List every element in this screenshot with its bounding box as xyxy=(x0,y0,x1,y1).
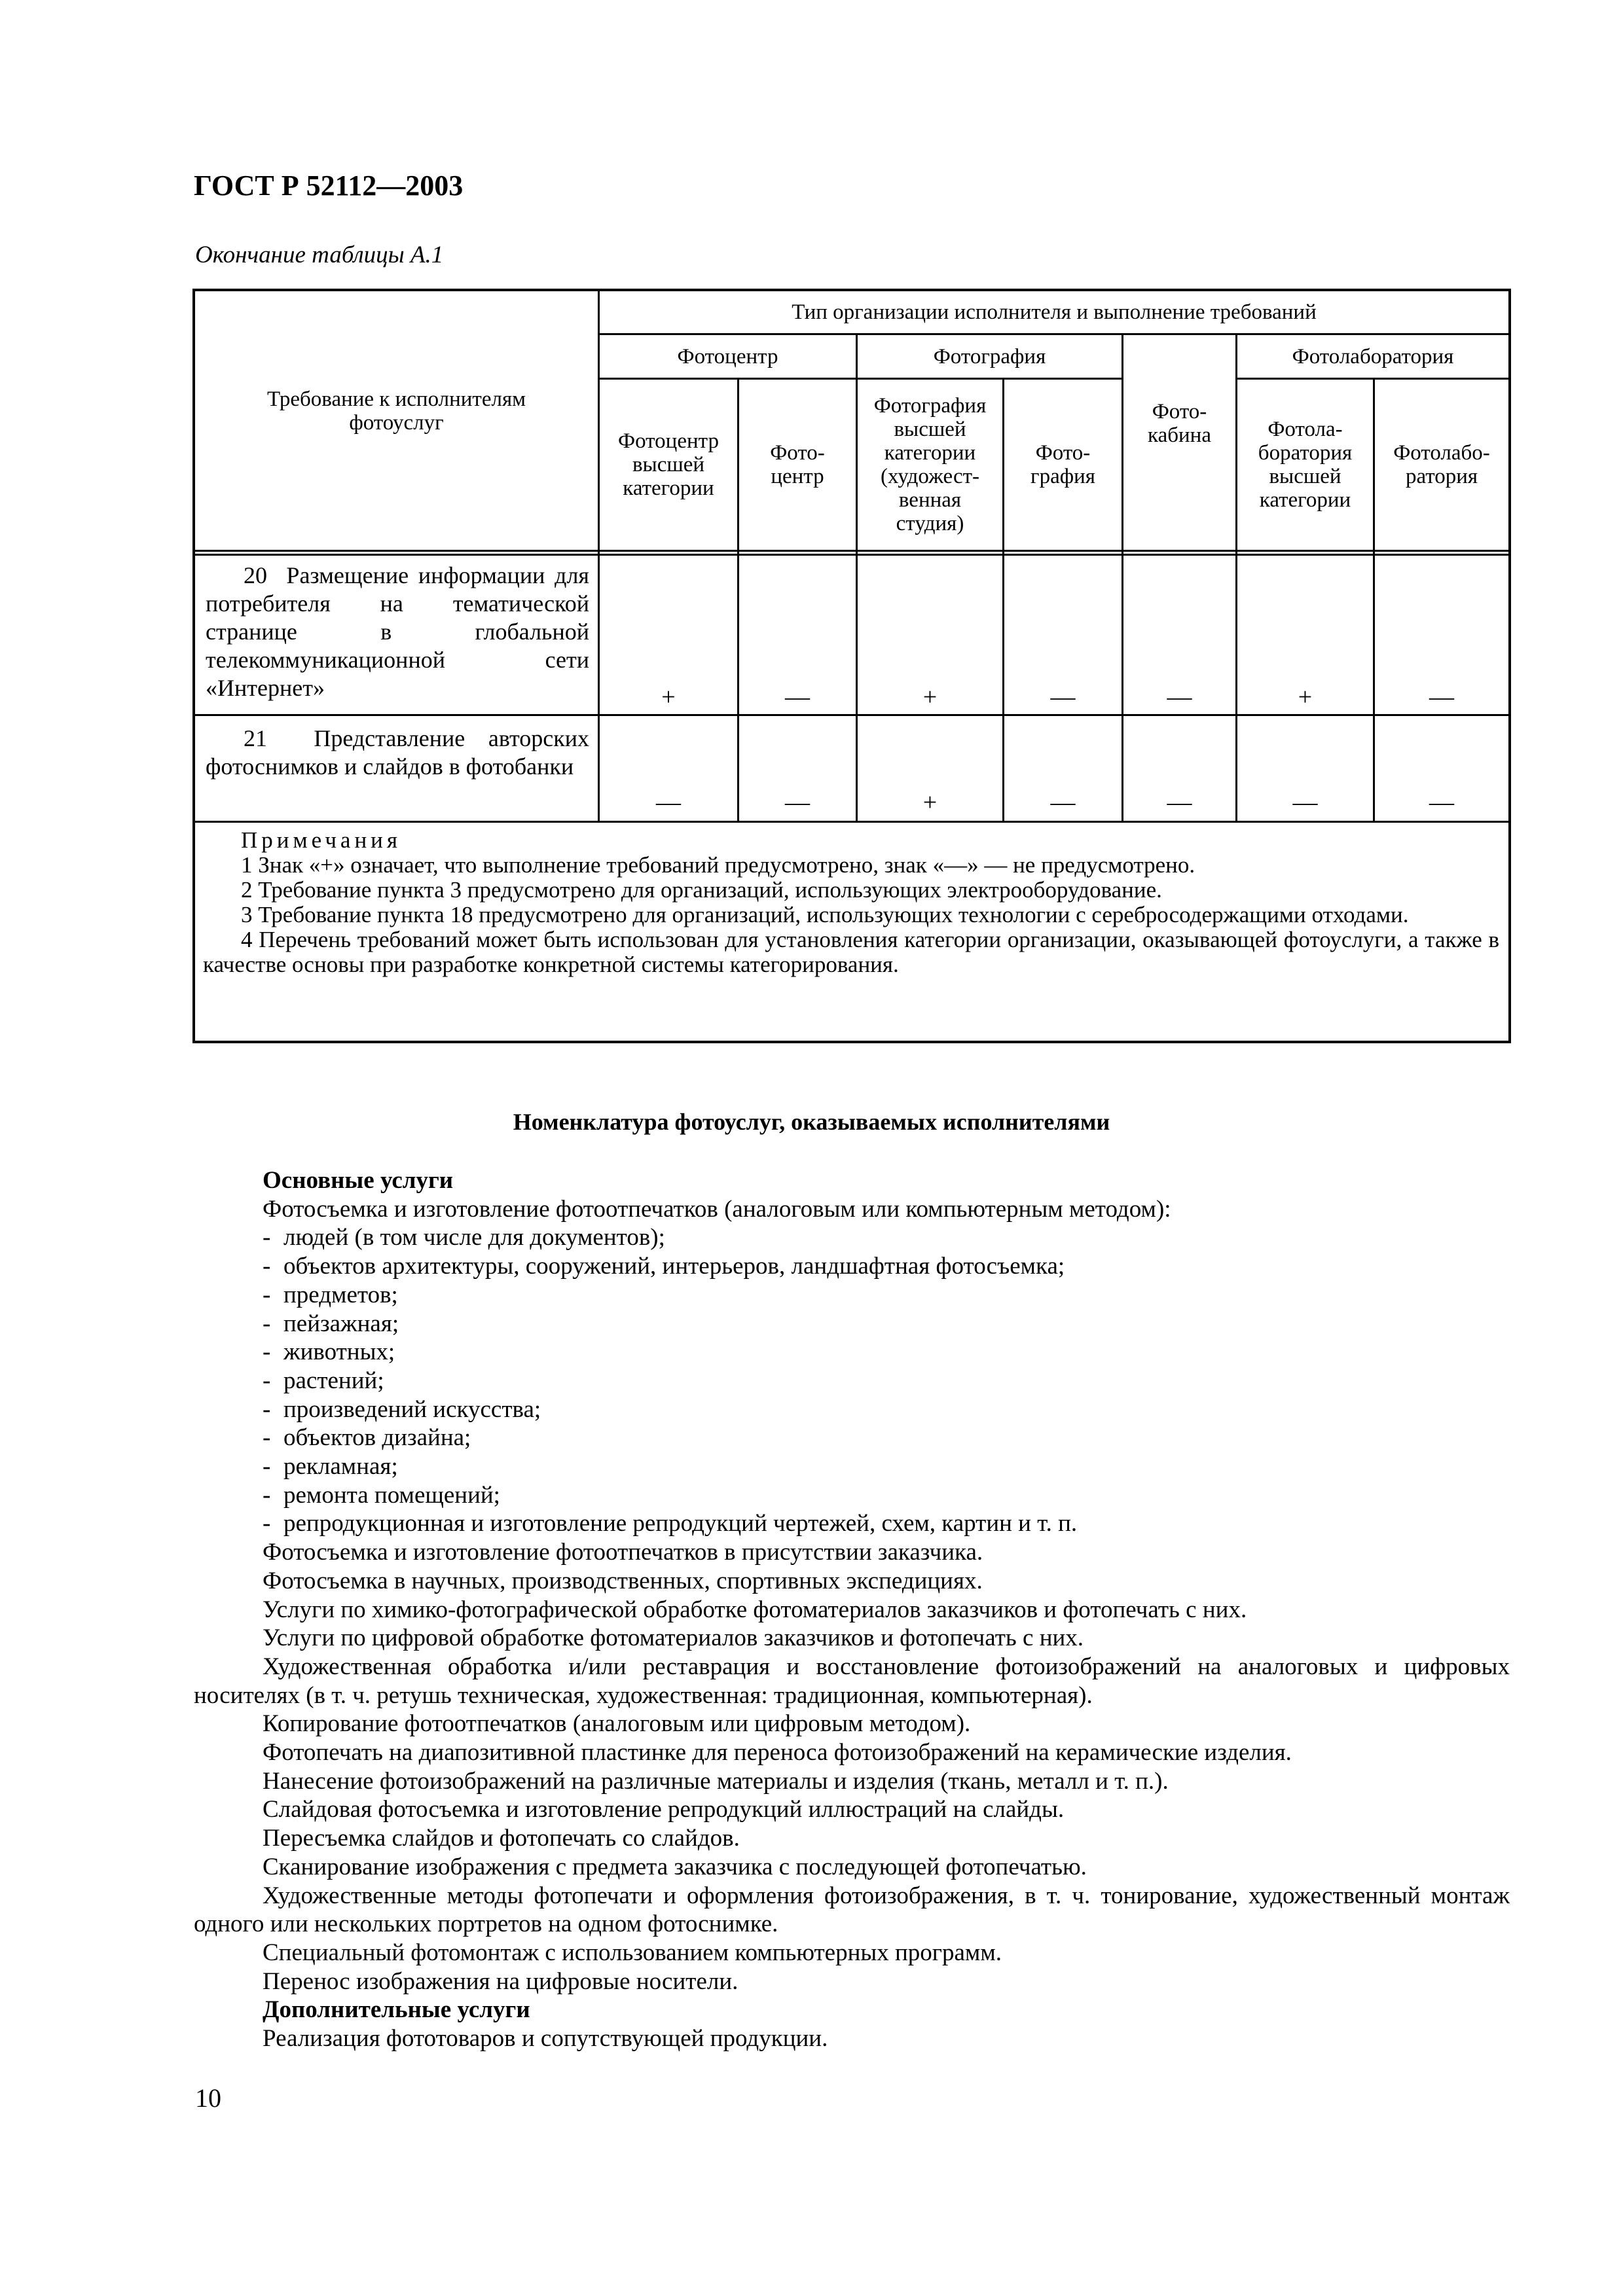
column-header-label: Фотоцентр высшей категории xyxy=(618,429,719,500)
table-border-right xyxy=(1508,289,1511,1043)
service-item: Нанесение фотоизображений на различные материалы и изделия (ткань, металл и т. п.). xyxy=(263,1767,1169,1795)
notes-title: Примечания xyxy=(241,827,402,853)
column-header xyxy=(1123,335,1235,512)
table-cell-mark: — xyxy=(1167,789,1192,816)
document-id: ГОСТ Р 52112—2003 xyxy=(194,170,464,202)
service-item: Художественные методы фотопечати и оформления фотоизображения, в т. ч. тонирование, художественный монтаж одного или нескольких портретов на одном фотоснимке. xyxy=(194,1882,1510,1938)
dash-list-item: - рекламная; xyxy=(263,1453,398,1480)
additional-service-item: Реализация фототоваров и сопутствующей продукции. xyxy=(263,2025,828,2053)
table-cell-mark: + xyxy=(661,683,676,711)
dash-item-text: пейзажная; xyxy=(283,1310,399,1337)
page-number: 10 xyxy=(195,2083,221,2113)
requirement-number: 20 xyxy=(244,562,267,588)
row-20-bottom-line xyxy=(192,714,1511,716)
service-item: Перенос изображения на цифровые носители. xyxy=(263,1967,739,1995)
table-cell-mark: — xyxy=(785,683,810,711)
table-cell-mark: — xyxy=(1050,789,1076,816)
dash-list-item: - пейзажная; xyxy=(263,1310,399,1337)
table-border-bottom xyxy=(192,1041,1511,1043)
table-notes xyxy=(203,828,1499,977)
service-item: Копирование фотоотпечатков (аналоговым или цифровым методом). xyxy=(263,1710,971,1738)
table-cell-mark: — xyxy=(1429,789,1454,816)
service-item: Сканирование изображения с предмета заказчика с последующей фотопечатью. xyxy=(263,1853,1087,1880)
nomenclature-title: Номенклатура фотоуслуг, оказываемых исполнителями xyxy=(513,1109,1110,1135)
group-fotolaboratoriya-label: Фотолаборатория xyxy=(1292,344,1454,368)
table-row-requirement xyxy=(206,725,589,781)
dash-list-item: - предметов; xyxy=(263,1281,398,1308)
nomenclature-body xyxy=(194,1166,1510,2053)
column-header xyxy=(1375,380,1508,550)
table-cell-mark: — xyxy=(1429,683,1454,711)
table-cell-mark: — xyxy=(1292,789,1318,816)
dash-list-item: - репродукционная и изготовление репродукций чертежей, схем, картин и т. п. xyxy=(263,1510,1078,1537)
requirement-text: Размещение информации для потребителя на тематической странице в глобальной телекоммуникационной сети «Интернет» xyxy=(206,562,589,701)
note-item: 1 Знак «+» означает, что выполнение требований предусмотрено, знак «—» — не предусмотрено. xyxy=(241,852,1195,878)
row-header-label: Требование к исполнителям фотоуслуг xyxy=(266,387,526,435)
column-header xyxy=(600,380,737,550)
group-fotografiya-label: Фотография xyxy=(933,344,1046,368)
header-double-line-1 xyxy=(192,550,1511,552)
table-cell-mark: — xyxy=(656,789,681,816)
column-header-label: Фото- центр xyxy=(770,441,825,488)
dash-item-text: ремонта помещений; xyxy=(283,1481,500,1509)
service-item: Фотосъемка и изготовление фотоотпечатков в присутствии заказчика. xyxy=(263,1539,983,1566)
table-caption: Окончание таблицы А.1 xyxy=(195,242,444,268)
requirement-text: Представление авторских фотоснимков и слайдов в фотобанки xyxy=(206,725,590,780)
dash-item-text: предметов; xyxy=(283,1281,398,1308)
column-header-label: Фотолабо- ратория xyxy=(1393,441,1490,488)
table-cell-mark: + xyxy=(922,683,938,711)
services-intro: Фотосъемка и изготовление фотоотпечатков (аналоговым или компьютерным методом): xyxy=(263,1195,1171,1223)
main-services-heading: Основные услуги xyxy=(263,1167,454,1194)
column-header-label: Фотола- боратория высшей категории xyxy=(1258,418,1353,512)
dash-item-text: объектов архитектуры, сооружений, интерьеров, ландшафтная фотосъемка; xyxy=(283,1253,1065,1280)
column-header-label: Фотография высшей категории (художест- венная студия) xyxy=(873,394,987,535)
dash-item-text: растений; xyxy=(283,1367,384,1394)
dash-item-text: произведений искусства; xyxy=(283,1395,541,1423)
service-item: Художественная обработка и/или реставрация и восстановление фотоизображений на аналоговых и цифровых носителях (в т. ч. ретушь техническая, художественная: традиционная, компьютерная). xyxy=(194,1653,1510,1709)
note-item: 3 Требование пункта 18 предусмотрено для организаций, использующих технологии с серебросодержащими отходами. xyxy=(241,902,1409,927)
service-item: Услуги по химико-фотографической обработке фотоматериалов заказчиков и фотопечать с них. xyxy=(263,1596,1247,1623)
note-item: 4 Перечень требований может быть использован для установления категории организации, оказывающей фотоуслуги, а также в качестве основы при разработке конкретной системы категорирования. xyxy=(203,927,1499,977)
dash-list-item: - растений; xyxy=(263,1367,384,1394)
dash-list-item: - людей (в том числе для документов); xyxy=(263,1224,665,1251)
dash-list-item: - объектов дизайна; xyxy=(263,1424,471,1452)
dash-list-item: - ремонта помещений; xyxy=(263,1481,500,1509)
header-double-line-2 xyxy=(192,554,1511,556)
note-item: 2 Требование пункта 3 предусмотрено для организаций, использующих электрооборудование. xyxy=(241,877,1162,903)
column-header xyxy=(1237,380,1373,550)
table-cell-mark: + xyxy=(1298,683,1313,711)
group-fotografiya xyxy=(858,335,1122,378)
dash-list-item: - животных; xyxy=(263,1338,395,1366)
column-header-label: Фото- кабина xyxy=(1148,400,1211,447)
group-fotocentr-label: Фотоцентр xyxy=(677,344,778,368)
table-row-requirement xyxy=(206,562,589,702)
dash-item-text: людей (в том числе для документов); xyxy=(283,1224,665,1251)
row-21-bottom-line xyxy=(192,821,1511,823)
dash-item-text: репродукционная и изготовление репродукций чертежей, схем, картин и т. п. xyxy=(283,1510,1078,1537)
column-header xyxy=(739,380,856,550)
service-item: Пересъемка слайдов и фотопечать со слайдов. xyxy=(263,1825,740,1852)
row-header-cell xyxy=(195,387,598,440)
table-cell-mark: — xyxy=(1050,683,1076,711)
group-fotolaboratoriya xyxy=(1237,335,1508,378)
table-cell-mark: + xyxy=(922,789,938,816)
service-item: Фотопечать на диапозитивной пластинке для переноса фотоизображений на керамические изделия. xyxy=(263,1739,1292,1767)
service-item: Фотосъемка в научных, производственных, спортивных экспедициях. xyxy=(263,1567,983,1594)
requirement-number: 21 xyxy=(244,725,267,751)
dash-list-item: - произведений искусства; xyxy=(263,1395,541,1423)
service-item: Услуги по цифровой обработке фотоматериалов заказчиков и фотопечать с них. xyxy=(263,1624,1084,1652)
column-header xyxy=(1004,380,1122,550)
dash-list-item: - объектов архитектуры, сооружений, интерьеров, ландшафтная фотосъемка; xyxy=(263,1253,1065,1280)
service-item: Слайдовая фотосъемка и изготовление репродукций иллюстраций на слайды. xyxy=(263,1796,1065,1823)
dash-item-text: рекламная; xyxy=(283,1453,398,1480)
group-header-label: Тип организации исполнителя и выполнение требований xyxy=(792,300,1317,324)
group-header-cell xyxy=(600,291,1508,334)
dash-item-text: объектов дизайна; xyxy=(283,1424,471,1452)
column-header xyxy=(858,380,1002,550)
service-item: Специальный фотомонтаж с использованием компьютерных программ. xyxy=(263,1939,1002,1966)
table-cell-mark: — xyxy=(785,789,810,816)
table-cell-mark: — xyxy=(1167,683,1192,711)
dash-item-text: животных; xyxy=(283,1338,395,1366)
column-header-label: Фото- графия xyxy=(1030,441,1095,488)
group-fotocentr xyxy=(600,335,856,378)
additional-services-heading: Дополнительные услуги xyxy=(263,1996,530,2024)
